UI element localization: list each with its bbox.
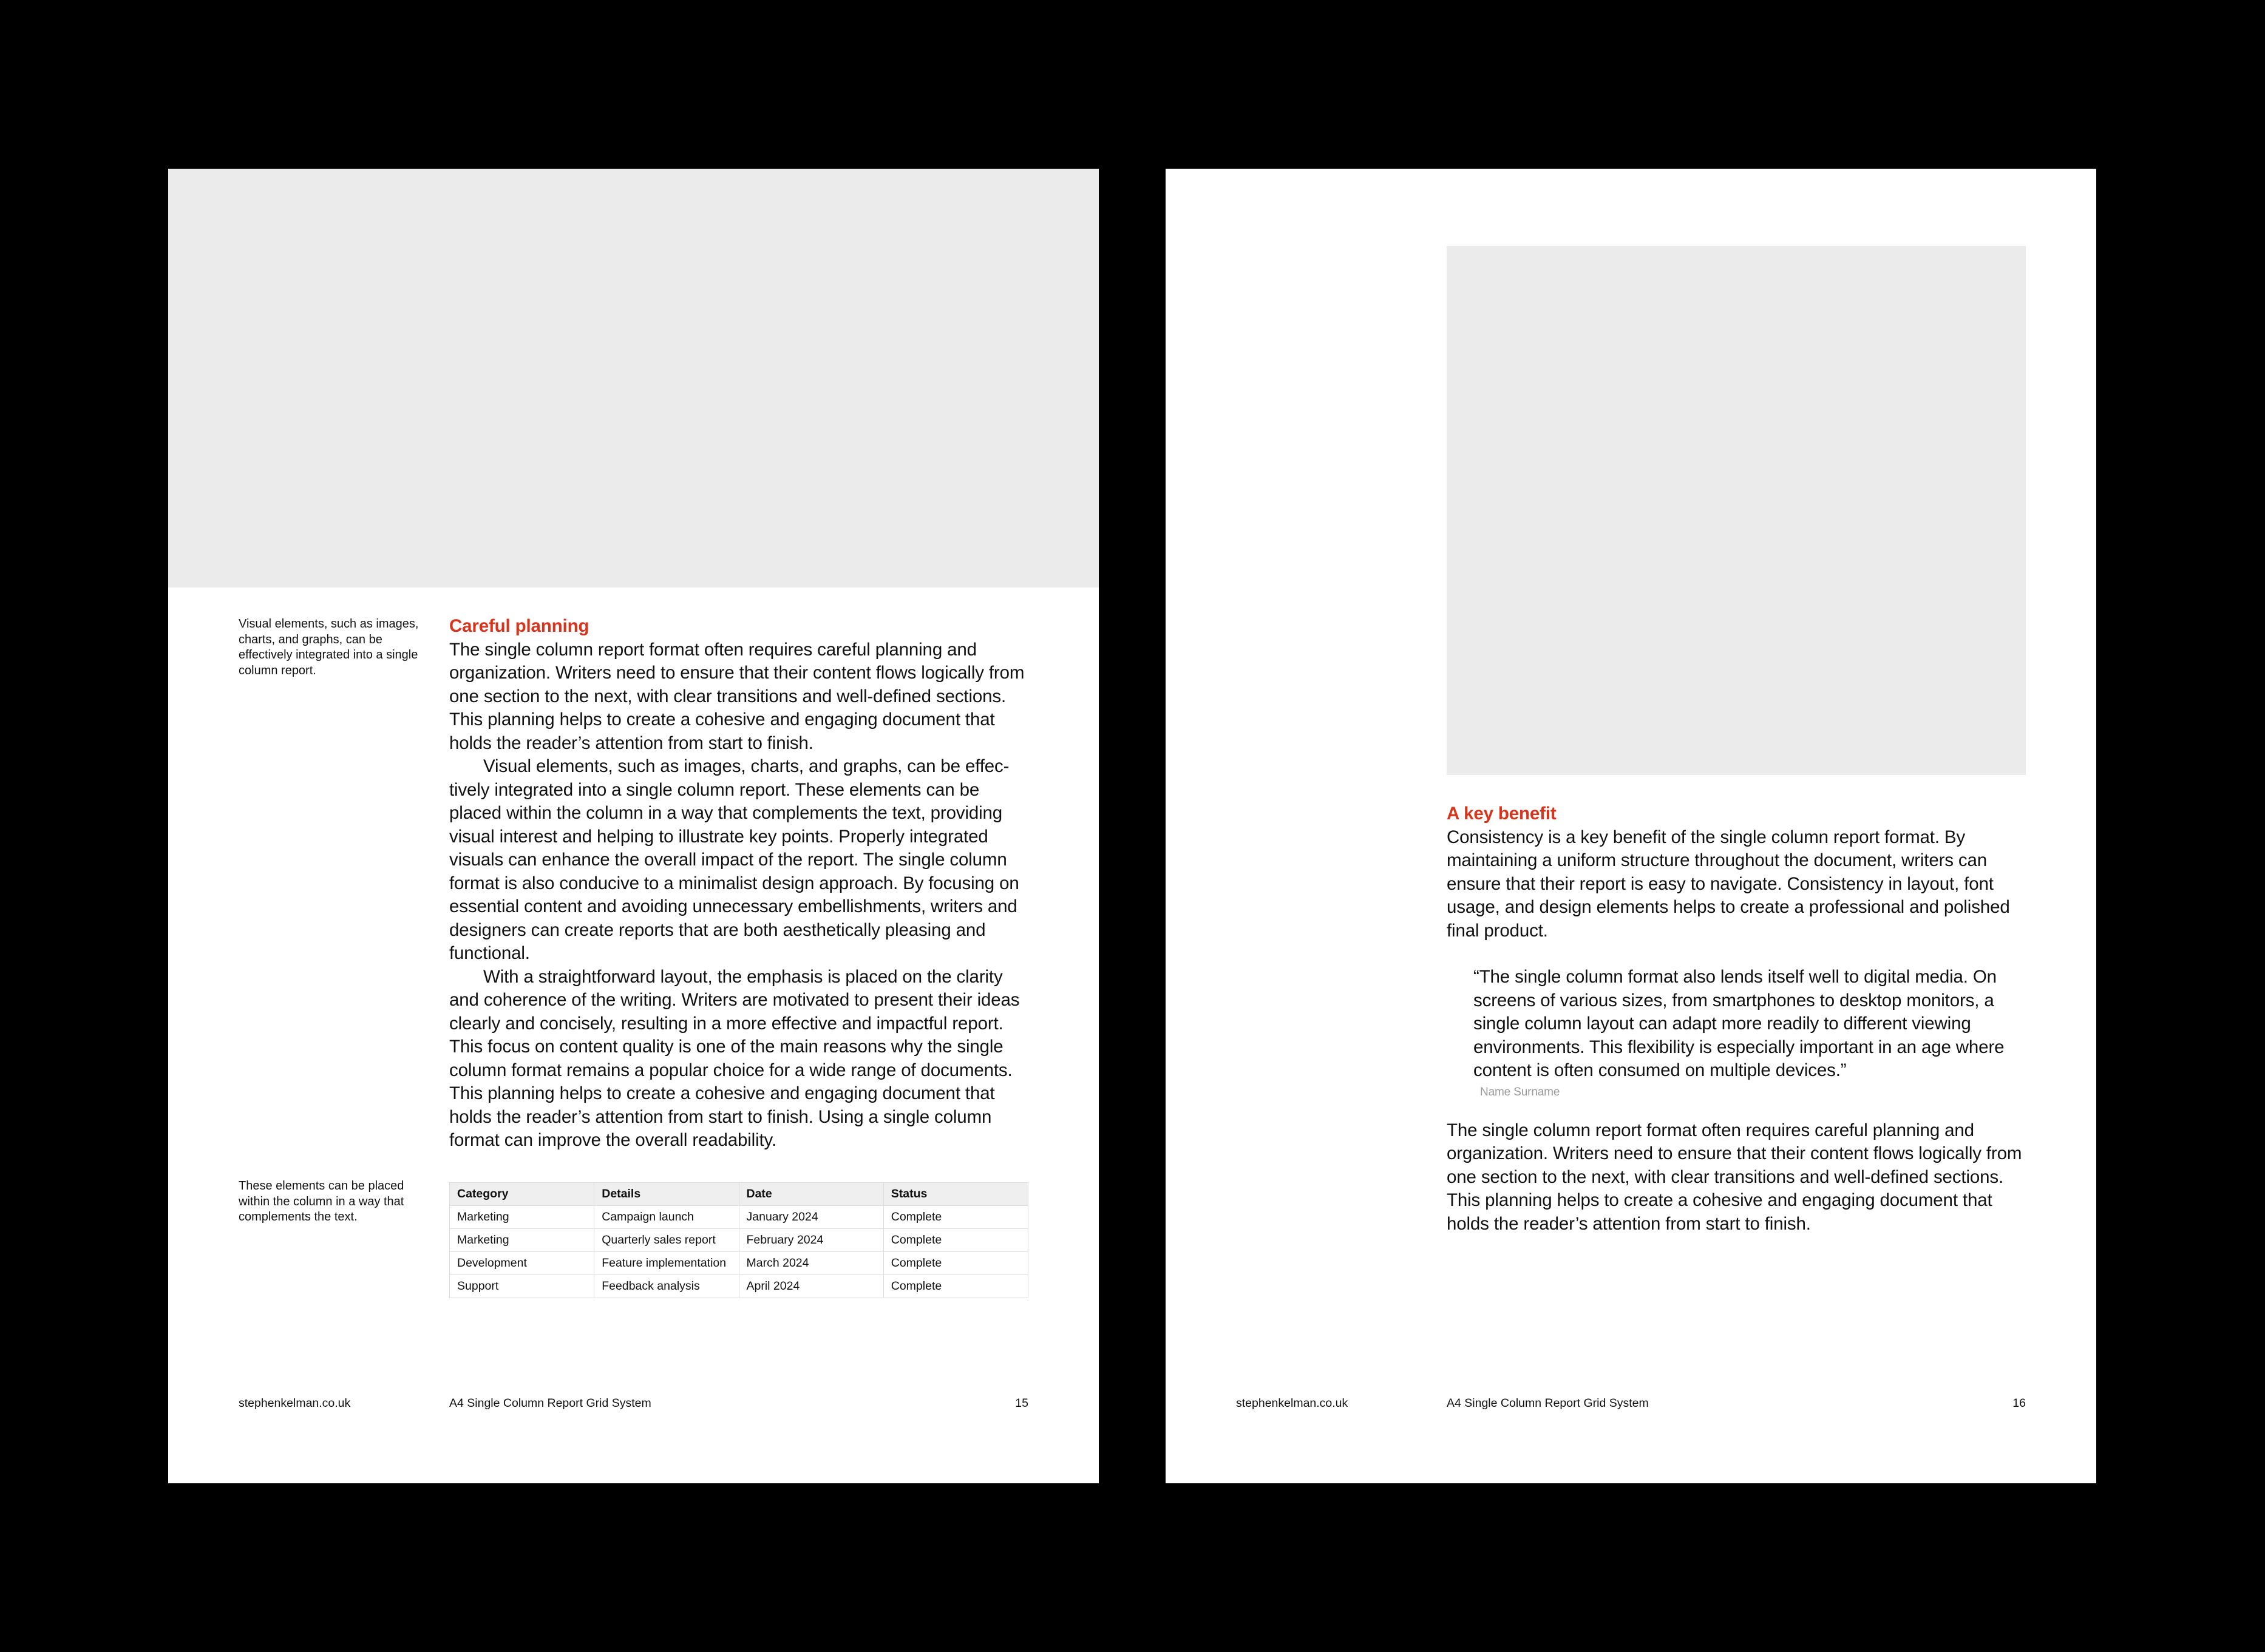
page-right	[1166, 169, 2096, 1483]
column-header-category: Category	[450, 1183, 594, 1206]
sidenote-placement: These elements can be placed within the column in a way that complements the text.	[239, 1179, 404, 1224]
column-header-details: Details	[594, 1183, 739, 1206]
table-row	[450, 1206, 1028, 1229]
footer-site-link[interactable]: stephenkelman.co.uk	[1236, 1396, 1348, 1410]
table-cell: Marketing	[450, 1206, 594, 1229]
body-paragraph: Visual elements, such as images, charts, and graphs, can be effec-tively integrated into a single column report. These elements can be placed within the column in a way that complements the text, providing visual interest and helping to illustrate key points. Properly integrated visuals can enhance the overall impact of the report. The single column format is also conducive to a minimalist design approach. By focusing on essential content and avoiding unnecessary embellishments, writers and designers can create reports that are both aesthetically pleasing and functional.	[449, 756, 1019, 963]
main-column	[1447, 802, 2029, 1236]
table-cell: Campaign launch	[594, 1206, 739, 1229]
body-paragraph: Consistency is a key benefit of the single column report format. By maintaining a uniform structure throughout the document, writers can ensure that their report is easy to navigate. Consistency in layout, font usage, and design elements helps to create a professional and polished final product.	[1447, 827, 2010, 941]
status-table	[449, 1182, 1028, 1298]
image-placeholder	[168, 169, 1099, 587]
table-cell: Marketing	[450, 1229, 594, 1252]
table-row	[450, 1229, 1028, 1252]
column-header-status: Status	[883, 1183, 1028, 1206]
table-cell: Complete	[883, 1206, 1028, 1229]
section-heading: Careful planning	[449, 616, 589, 636]
table-row	[450, 1275, 1028, 1298]
footer-document-title: A4 Single Column Report Grid System	[449, 1396, 651, 1410]
body-paragraph: The single column report format often requires careful planning and organization. Writers need to ensure that their content flows logically from one section to the next, with clear transitions and well-defined sections. This planning helps to create a cohesive and engaging document that holds the reader’s attention from start to finish.	[1447, 1120, 2022, 1234]
footer-site-link[interactable]: stephenkelman.co.uk	[239, 1396, 351, 1410]
table-cell: Quarterly sales report	[594, 1229, 739, 1252]
main-column	[449, 615, 1032, 1153]
table-cell: Feature implementation	[594, 1252, 739, 1275]
table-cell: Development	[450, 1252, 594, 1275]
table-cell: February 2024	[739, 1229, 883, 1252]
table-cell: Complete	[883, 1252, 1028, 1275]
body-paragraph: With a straightforward layout, the emphasis is placed on the clarity and coherence of the writing. Writers are motivated to present their ideas clearly and concisely, resulting in a more effective and impactful report. This focus on content quality is one of the main reasons why the single column format remains a popular choice for a wide range of documents. This planning helps to create a cohesive and engaging document that holds the reader’s attention from start to finish. Using a single column format can improve the overall readability.	[449, 966, 1020, 1150]
quote-text: “The single column format also lends itself well to digital media. On screens of various sizes, from smartphones to desktop monitors, a single column layout can adapt more readily to different viewing environments. This flexibility is especially important in an age where content is often consumed on multiple devices.”	[1473, 967, 2005, 1080]
quote-author: Name Surname	[1480, 1085, 1560, 1099]
table-cell: Support	[450, 1275, 594, 1298]
table-cell: Complete	[883, 1229, 1028, 1252]
footer-document-title: A4 Single Column Report Grid System	[1447, 1396, 1649, 1410]
page-left	[168, 169, 1099, 1483]
table-cell: Complete	[883, 1275, 1028, 1298]
table-cell: April 2024	[739, 1275, 883, 1298]
table-cell: Feedback analysis	[594, 1275, 739, 1298]
page-number: 15	[1015, 1396, 1028, 1410]
table-row	[450, 1252, 1028, 1275]
sidenote-visual-elements: Visual elements, such as images, charts, and graphs, can be effectively integrated into a single column report.	[239, 617, 419, 677]
pull-quote	[1473, 966, 2029, 1101]
body-paragraph: The single column report format often requires careful planning and organization. Writers need to ensure that their content flows logically from one section to the next, with clear transitions and well-defined sections. This planning helps to create a cohesive and engaging document that holds the reader’s attention from start to finish.	[449, 639, 1025, 753]
table-header-row	[450, 1183, 1028, 1206]
section-heading: A key benefit	[1447, 804, 1557, 824]
page-number: 16	[2012, 1396, 2026, 1410]
table-cell: March 2024	[739, 1252, 883, 1275]
image-placeholder	[1447, 246, 2026, 775]
column-header-date: Date	[739, 1183, 883, 1206]
table-cell: January 2024	[739, 1206, 883, 1229]
